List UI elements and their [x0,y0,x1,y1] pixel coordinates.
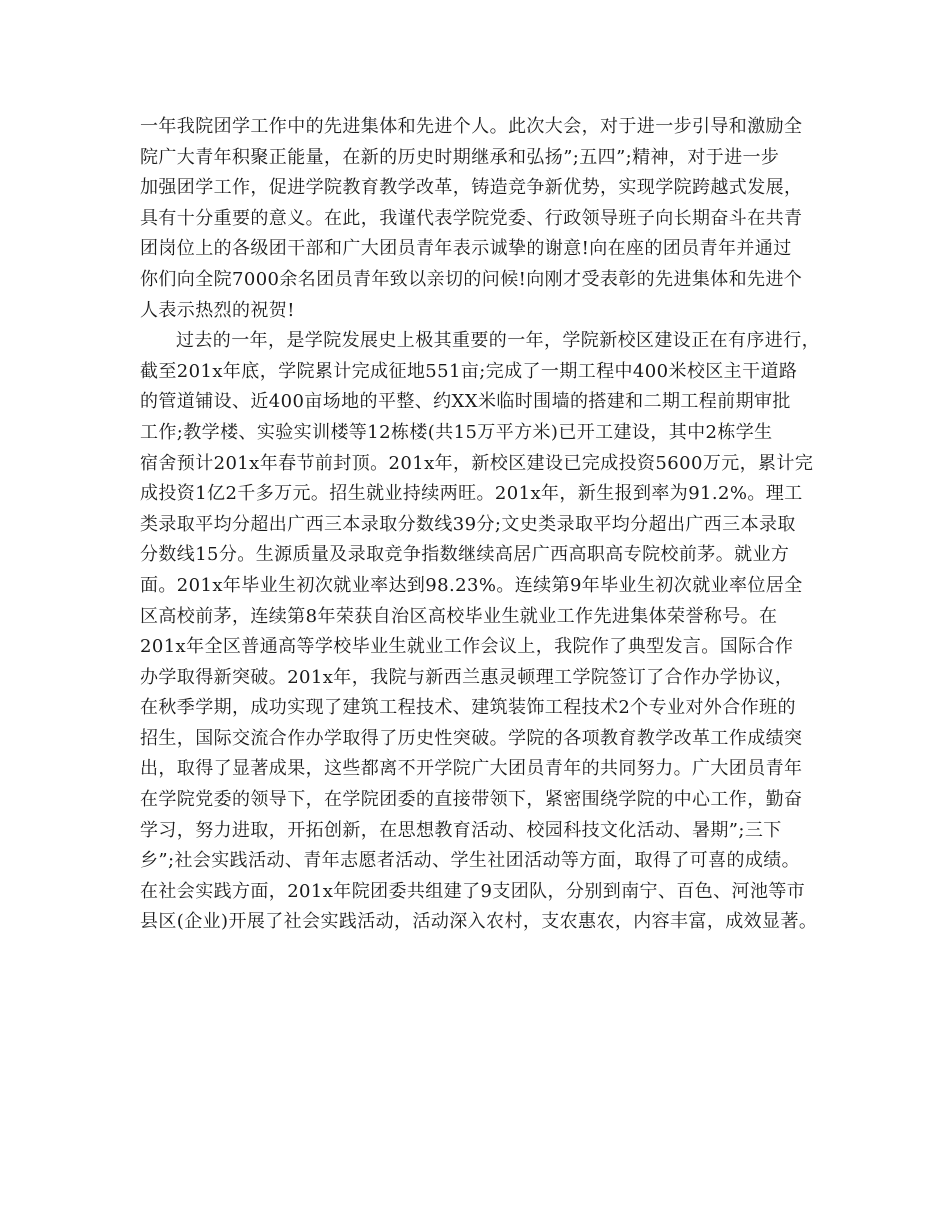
text-line: 过去的一年，是学院发展史上极其重要的一年，学院新校区建设正在有序进行， [176,330,820,352]
text-line: 宿舍预计201x年春节前封顶。201x年，新校区建设已完成投资5600万元，累计完 [140,452,814,474]
text-line: 你们向全院7000余名团员青年致以亲切的问候!向刚才受表彰的先进集体和先进个 [140,268,803,290]
text-line: 出，取得了显著成果，这些都离不开学院广大团员青年的共同努力。广大团员青年 [140,758,803,780]
text-line: 人表示热烈的祝贺! [140,299,295,321]
text-line: 截至201x年底，学院累计完成征地551亩;完成了一期工程中400米校区主干道路 [140,360,798,382]
text-line: 201x年全区普通高等学校毕业生就业工作会议上，我院作了典型发言。国际合作 [140,636,794,658]
text-line: 乡”;社会实践活动、青年志愿者活动、学生社团活动等方面，取得了可喜的成绩。 [140,850,801,872]
text-line: 招生，国际交流合作办学取得了历史性突破。学院的各项教育教学改革工作成绩突 [140,727,803,749]
text-line: 工作;教学楼、实验实训楼等12栋楼(共15万平方米)已开工建设，其中2栋学生 [140,421,773,443]
text-line: 成投资1亿2千多万元。招生就业持续两旺。201x年，新生报到率为91.2%。理工 [140,483,803,505]
text-line: 团岗位上的各级团干部和广大团员青年表示诚挚的谢意!向在座的团员青年并通过 [140,238,792,260]
text-line: 具有十分重要的意义。在此，我谨代表学院党委、行政领导班子向长期奋斗在共青 [140,207,803,229]
text-line: 的管道铺设、近400亩场地的平整、约XX米临时围墙的搭建和二期工程前期审批 [140,391,791,413]
document-body [140,112,830,938]
text-line: 面。201x年毕业生初次就业率达到98.23%。连续第9年毕业生初次就业率位居全 [140,574,803,596]
paragraph-1 [140,112,830,326]
text-line: 办学取得新突破。201x年，我院与新西兰惠灵顿理工学院签订了合作办学协议， [140,666,794,688]
paragraph-2 [140,326,830,938]
text-line: 在秋季学期，成功实现了建筑工程技术、建筑装饰工程技术2个专业对外合作班的 [140,697,796,719]
text-line: 县区(企业)开展了社会实践活动，活动深入农村，支农惠农，内容丰富，成效显著。 [140,911,818,933]
text-line: 院广大青年积聚正能量，在新的历史时期继承和弘扬”;五四”;精神，对于进一步 [140,146,780,168]
text-line: 分数线15分。生源质量及录取竞争指数继续高居广西高职高专院校前茅。就业方 [140,544,790,566]
text-line: 在社会实践方面，201x年院团委共组建了9支团队，分别到南宁、百色、河池等市 [140,880,806,902]
text-line: 区高校前茅，连续第8年荣获自治区高校毕业生就业工作先进集体荣誉称号。在 [140,605,778,627]
text-line: 在学院党委的领导下，在学院团委的直接带领下，紧密围绕学院的中心工作，勤奋 [140,789,803,811]
text-line: 学习，努力进取，开拓创新，在思想教育活动、校园科技文化活动、暑期”;三下 [140,819,782,841]
text-line: 类录取平均分超出广西三本录取分数线39分;文史类录取平均分超出广西三本录取 [140,513,796,535]
text-line: 一年我院团学工作中的先进集体和先进个人。此次大会，对于进一步引导和激励全 [140,116,803,137]
text-line: 加强团学工作，促进学院教育教学改革，铸造竞争新优势，实现学院跨越式发展， [140,177,803,199]
